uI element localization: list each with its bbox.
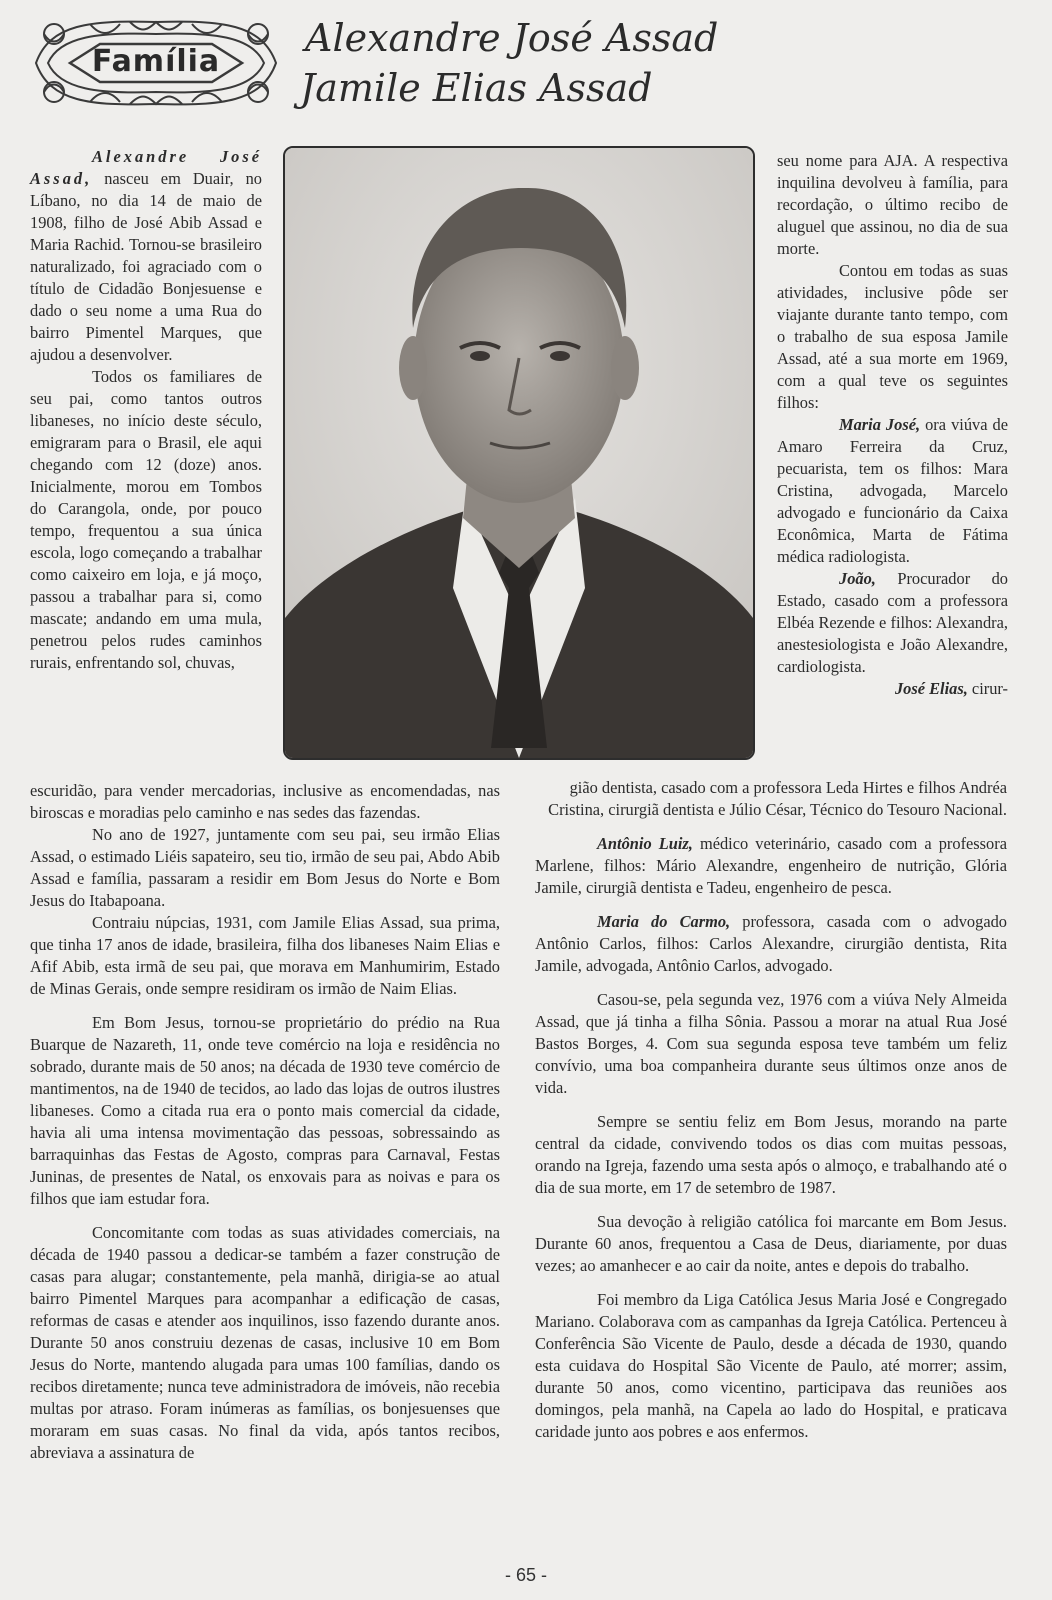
paragraph: seu nome para AJA. A respectiva inquilina devolveu à família, para recordação, o último recibo de aluguel que assinou, no dia de sua morte. (777, 151, 1008, 258)
paragraph-text: Procurador do Estado, casado com a professora Elbéa Rezende e filhos: Alexandra, anestesiologista e João Alexandre, cardiologista. (777, 569, 1008, 676)
paragraph: Contou em todas as suas atividades, inclusive pôde ser viajante durante tanto tempo, com o trabalho de sua esposa Jamile Assad, até a sua morte em 1969, com a qual teve os seguintes filhos: (777, 261, 1008, 412)
lower-left-column (30, 780, 500, 1464)
paragraph: Casou-se, pela segunda vez, 1976 com a viúva Nely Almeida Assad, que já tinha a filha Sônia. Passou a morar na atual Rua José Bastos Borges, 4. Com sua segunda esposa teve também um feliz convívio, uma boa companheira durante seus últimos onze anos de vida. (535, 990, 1007, 1097)
paragraph: Contraiu núpcias, 1931, com Jamile Elias Assad, sua prima, que tinha 17 anos de idade, brasileira, filha dos libaneses Naim Elias e Afif Abib, esta irmã de seu pai, que morava em Manhumirim, Estado de Minas Gerais, onde sempre residiram os irmão de Naim Elias. (30, 913, 500, 998)
paragraph: escuridão, para vender mercadorias, inclusive as encomendadas, nas biroscas e moradias pelo caminho e nas sedes das fazendas. (30, 781, 500, 822)
paragraph: Foi membro da Liga Católica Jesus Maria José e Congregado Mariano. Colaborava com as campanhas da Igreja Católica. Pertenceu à Conferência São Vicente de Paulo, desde a década de 1930, quando esta cuidava do Hospital São Vicente de Paulo, até morrer; assim, durante 50 anos, como vicentino, participava das reuniões aos domingos, pela manhã, na Capela ao lado do Hospital, e praticava caridade junto aos pobres e aos enfermos. (535, 1290, 1007, 1441)
lower-right-column (535, 777, 1007, 1443)
right-column (777, 150, 1008, 700)
person-name: José Elias, (894, 679, 968, 698)
paragraph: Concomitante com todas as suas atividades comerciais, na década de 1940 passou a dedicar-se também a fazer construção de casas para alugar; constantemente, pela manhã, dirigia-se ao atual bairro Pimentel Marques para acompanhar a edificação de casas, reformas de casas e atender aos inquilinos, isso fazendo durante anos. Durante 50 anos construiu dezenas de casas, inclusive 10 em Bom Jesus do Norte, mantendo alugada para umas 100 famílias, dando os recibos diretamente; nunca teve administradora de imóveis, não recebia multas por atraso. Foram inúmeras as famílias, os bonjesuenses que moraram em suas casas. No final da vida, após tantos recibos, abreviava a assinatura de (30, 1223, 500, 1462)
page-number: - 65 - (504, 1565, 547, 1585)
portrait-photo (283, 146, 755, 760)
person-name: Maria José, (839, 415, 921, 434)
paragraph: Sua devoção à religião católica foi marcante em Bom Jesus. Durante 60 anos, frequentou a Casa de Deus, diariamente, por duas vezes; ao amanhecer e ao cair da noite, antes e depois do trabalho. (535, 1212, 1007, 1275)
paragraph-text: médico veterinário, casado com a professora Marlene, filhos: Mário Alexandre, engenheiro de nutrição, Glória Jamile, cirurgiã dentista e Tadeu, engenheiro de pesca. (535, 834, 1007, 897)
paragraph: Sempre se sentiu feliz em Bom Jesus, morando na parte central da cidade, convivendo todos os dias com muitas pessoas, orando na Igreja, fazendo uma sesta após o almoço, e trabalhando até o dia de sua morte, em 17 de setembro de 1987. (535, 1112, 1007, 1197)
person-name: Alexandre José Assad, (30, 147, 262, 188)
paragraph-text: cirur- (967, 679, 1008, 698)
familia-badge (30, 14, 282, 112)
person-name: Antônio Luiz, (597, 834, 693, 853)
title-husband: Alexandre José Assad (305, 16, 719, 60)
person-name: João, (839, 569, 876, 588)
paragraph: gião dentista, casado com a professora Leda Hirtes e filhos Andréa Cristina, cirurgiã dentista e Júlio César, Técnico do Tesouro Nacional. (548, 778, 1007, 819)
man-portrait-icon (285, 148, 753, 758)
paragraph: Todos os familiares de seu pai, como tantos outros libaneses, no início deste século, emigraram para o Brasil, ele aqui chegando com 12 (doze) anos. Inicialmente, morou em Tombos do Carangola, onde, por pouco tempo, frequentou a sua única escola, logo começando a trabalhar como caixeiro em loja, e já moço, passou a trabalhar para si, como mascate; andando em uma mula, penetrou pelos rudes caminhos rurais, enfrentando sol, chuvas, (30, 367, 262, 672)
paragraph-text: nasceu em Duair, no Líbano, no dia 14 de maio de 1908, filho de José Abib Assad e Maria Rachid. Tornou-se brasileiro naturalizado, foi agraciado com o título de Cidadão Bonjesuense e dado o seu nome a uma Rua do bairro Pimentel Marques, que ajudou a desenvolver. (30, 169, 262, 364)
paragraph: Em Bom Jesus, tornou-se proprietário do prédio na Rua Buarque de Nazareth, 11, onde teve comércio na loja e residência no sobrado, durante mais de 50 anos; na década de 1930 teve comércio de mantimentos, na de 1940 de tecidos, ao lado das lojas de outros ilustres libaneses. Como a citada rua era o ponto mais comercial da cidade, havia ali uma intensa movimentação das pessoas, sobressaindo as barraquinhas das Festas de Agosto, compras para Carnaval, Festas Juninas, de presentes de Natal, os enxovais para as noivas e para os filhos que iam estudar fora. (30, 1013, 500, 1208)
title-wife: Jamile Elias Assad (300, 66, 653, 110)
paragraph: No ano de 1927, juntamente com seu pai, seu irmão Elias Assad, o estimado Liéis sapateiro, seu tio, irmão de seu pai, Abdo Abib Assad e família, passaram a residir em Bom Jesus do Norte e Bom Jesus do Itabapoana. (30, 825, 500, 910)
paragraph-text: ora viúva de Amaro Ferreira da Cruz, pecuarista, tem os filhos: Mara Cristina, advogada, Marcelo advogado e funcionário da Caixa Econômica, Marta de Fátima médica radiologista. (777, 415, 1008, 566)
paragraph-text: professora, casada com o advogado Antônio Carlos, filhos: Carlos Alexandre, cirurgião dentista, Rita Jamile, advogada, Antônio Carlos, advogado. (535, 912, 1007, 975)
left-column (30, 146, 262, 674)
badge-label: Família (91, 44, 221, 79)
person-name: Maria do Carmo, (597, 912, 731, 931)
